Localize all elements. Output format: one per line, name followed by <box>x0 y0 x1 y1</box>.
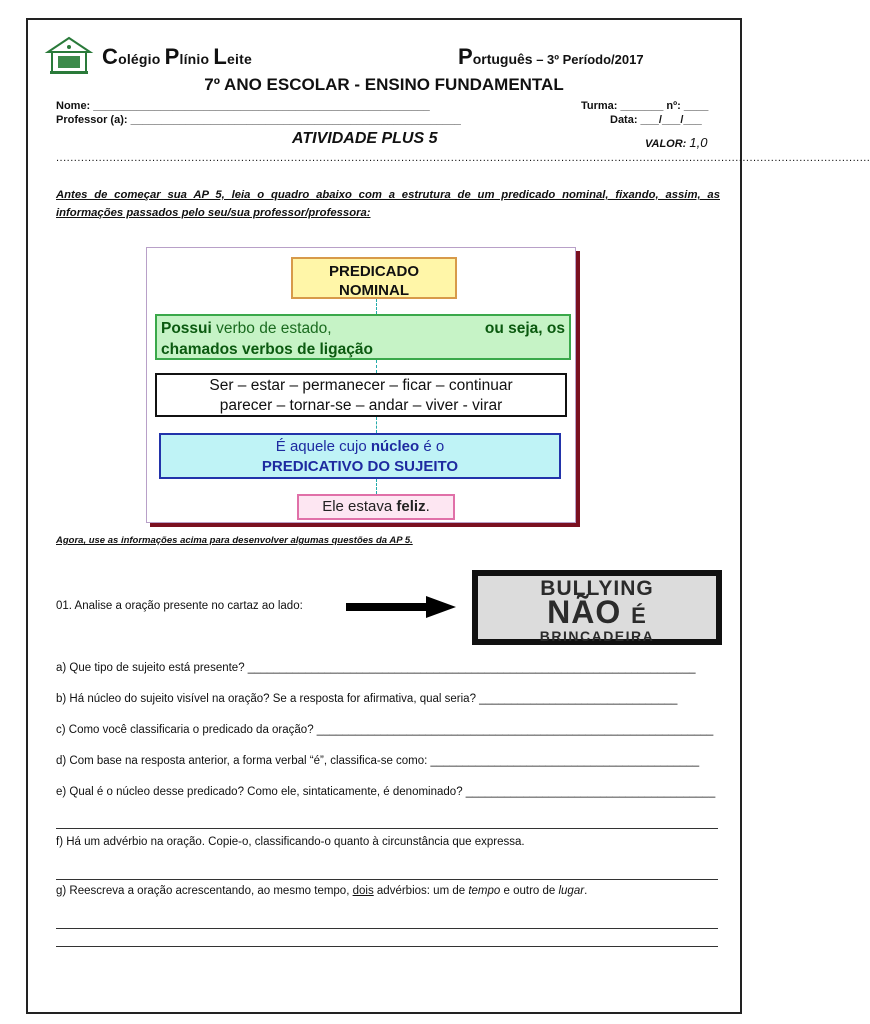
question-c: c) Como você classificaria o predicado da oração? ______________________________________________________________ <box>56 724 714 736</box>
predicado-nominal-diagram <box>146 247 576 523</box>
activity-title: ATIVIDADE PLUS 5 <box>292 130 438 147</box>
connector-line <box>376 299 377 314</box>
school-name: Colégio Plínio Leite <box>102 44 252 69</box>
answer-line[interactable] <box>56 828 718 829</box>
nome-field[interactable]: Nome: _______________________________________________________ <box>56 100 430 112</box>
poster-line: NÃO <box>547 594 622 630</box>
box-title-line: NOMINAL <box>339 282 409 299</box>
answer-line[interactable] <box>56 946 718 947</box>
subject-title: Português – 3º Período/2017 <box>458 44 644 69</box>
lista-line: parecer – tornar-se – andar – viver - virar <box>219 397 503 414</box>
answer-line[interactable] <box>56 879 718 880</box>
valor-value: 1,0 <box>689 135 708 150</box>
poster-line: BULLYING <box>540 577 654 600</box>
connector-line <box>376 360 377 373</box>
box-lista-verbos <box>155 373 567 417</box>
question-01: 01. Analise a oração presente no cartaz ao lado: <box>56 600 303 612</box>
dotted-divider: ..................................................................................................................................................................................................................................... <box>56 152 870 164</box>
data-field[interactable]: Data: ___/___/___ <box>610 114 702 126</box>
answer-line[interactable] <box>56 928 718 929</box>
connector-line <box>376 479 377 494</box>
box-predicado-nominal <box>291 257 457 299</box>
school-logo <box>46 36 92 76</box>
professor-field[interactable]: Professor (a): ______________________________________________________ <box>56 114 461 126</box>
question-g: g) Reescreva a oração acrescentando, ao mesmo tempo, dois advérbios: um de tempo e outro de lugar. <box>56 885 588 897</box>
box-title-line: PREDICADO <box>328 263 419 280</box>
turma-field[interactable]: Turma: _______ nº: ____ <box>581 100 709 112</box>
intro-text: Antes de começar sua AP 5, leia o quadro abaixo com a estrutura de um predicado nominal, fixando, assim, as informações passados pelo seu/sua professor/professora: <box>56 189 720 219</box>
box-exemplo: Ele estava feliz. <box>297 494 455 520</box>
question-d: d) Com base na resposta anterior, a forma verbal “é”, classifica-se como: __________________________________________ <box>56 755 700 767</box>
question-a: a) Que tipo de sujeito está presente? ______________________________________________________________________ <box>56 662 696 674</box>
lista-line: Ser – estar – permanecer – ficar – continuar <box>209 377 513 394</box>
question-f: f) Há um advérbio na oração. Copie-o, classificando-o quanto à circunstância que expressa. <box>56 836 525 848</box>
question-b: b) Há núcleo do sujeito visível na oração? Se a resposta for afirmativa, qual seria? _______________________________ <box>56 693 678 705</box>
question-e: e) Qual é o núcleo desse predicado? Como ele, sintaticamente, é denominado? _______________________________________ <box>56 786 716 798</box>
poster-line: É <box>631 603 647 628</box>
connector-line <box>376 417 377 433</box>
box-verbo-estado: Possui verbo de estado, ou seja, os chamados verbos de ligação <box>155 314 571 360</box>
box-nucleo: É aquele cujo núcleo é o PREDICATIVO DO SUJEITO <box>159 433 561 479</box>
grade-title: 7º ANO ESCOLAR - ENSINO FUNDAMENTAL <box>204 75 564 94</box>
agora-text: Agora, use as informações acima para desenvolver algumas questões da AP 5. <box>56 535 413 546</box>
poster-line: BRINCADEIRA <box>539 628 655 644</box>
valor-label: VALOR: 1,0 <box>645 135 708 150</box>
arrow-right-icon <box>346 596 456 618</box>
bullying-poster <box>472 570 722 645</box>
